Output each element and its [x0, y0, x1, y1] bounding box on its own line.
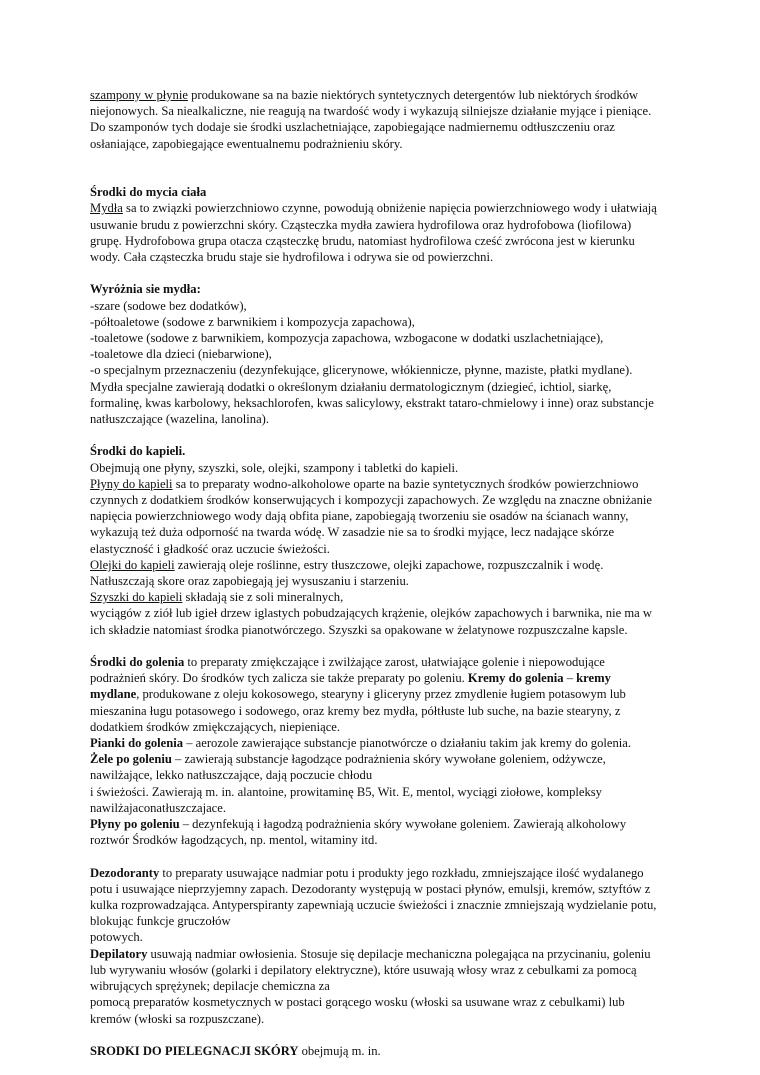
paragraph-line: Mydła sa to związki powierzchniowo czynne, powodują obniżenie napięcia powierzchniowego wody i ułatwiają — [90, 201, 657, 216]
list-item: -toaletowe dla dzieci (niebarwione), — [90, 347, 272, 362]
term-olejki-do-kapieli: Olejki do kapieli — [90, 557, 175, 572]
paragraph-line: wibrujących sprężynek; depilacje chemiczna za — [90, 979, 330, 994]
paragraph-line: Dezodoranty to preparaty usuwające nadmiar potu i produkty jego rozkładu, zmniejszające ilość wydalanego — [90, 865, 644, 880]
paragraph-line: nawilżające, lekko natłuszczające, dają poczucie chłodu — [90, 768, 373, 783]
term-srodki-do-golenia: Środki do golenia — [90, 655, 185, 670]
section-heading: Środki do mycia ciała — [90, 185, 207, 200]
paragraph-line: szampony w płynie produkowane sa na bazie niektórych syntetycznych detergentów lub niektórych środków — [90, 88, 639, 102]
paragraph-line: Płyny po goleniu – dezynfekują i łagodzą podrażnienia skóry wywołane goleniem. Zawierają alkoholowy — [90, 817, 627, 832]
paragraph-line: blokując funkcje gruczołów — [90, 914, 231, 929]
document-page — [90, 87, 680, 1059]
term-plyny-po-goleniu: Płyny po goleniu — [90, 817, 180, 832]
paragraph-line: Pianki do golenia – aerozole zawierające substancje pianotwórcze o działaniu takim jak kremy do golenia. — [90, 736, 632, 751]
term-dezodoranty: Dezodoranty — [90, 865, 160, 880]
term-szampony-w-plynie: szampony w płynie — [90, 88, 188, 102]
section-mycie-ciala — [90, 184, 680, 265]
section-heading: Wyróżnia sie mydła: — [90, 282, 201, 297]
paragraph-line: lub wyrywaniu włosów (golarki i depilatory elektryczne), które usuwają włosy wraz z cebulkami za pomocą — [90, 962, 637, 977]
list-item: -półtoaletowe (sodowe z barwnikiem i kompozycja zapachowa), — [90, 314, 415, 329]
paragraph-line: wykazują też duża odporność na twarda wódę. W zasadzie nie sa to środki myjące, lecz nadające skórze — [90, 525, 615, 540]
paragraph-line: mieszanina ługu potasowego i sodowego, oraz kremy bez mydła, półtłuste lub suche, na bazie stearyny, z — [90, 703, 621, 718]
paragraph-line: wyciągów z ziół lub igieł drzew iglastych pobudzających krążenie, olejków zapachowych i barwnika, nie ma w — [90, 606, 652, 621]
term-kremy-do-golenia: Kremy do golenia — [467, 671, 564, 686]
paragraph-line: kremów (włoski sa rozpuszczane). — [90, 1011, 265, 1026]
paragraph-line: Środki do golenia to preparaty zmiękczające i zwilżające zarost, ułatwiające golenie i niepowodujące — [90, 655, 605, 670]
list-item: -szare (sodowe bez dodatków), — [90, 298, 247, 313]
section-pielegnacja-skory — [90, 1043, 680, 1059]
paragraph-line: ich składzie natomiast środka pianotwórczego. Szyszki sa opakowane w żelatynowe rozpuszczalne kapsle. — [90, 622, 628, 637]
paragraph-line: niejonowych. Sa niealkaliczne, nie reagują na twardość wody i wykazują silniejsze działanie myjące i pieniące. — [90, 104, 652, 119]
term-zele-po-goleniu: Żele po goleniu — [90, 752, 172, 767]
paragraph-line: osłaniające, zapobiegające ewentualnemu podrażnieniu skóry. — [90, 136, 403, 151]
paragraph-line: podrażnień skóry. Do środków tych zalicza sie także preparaty po goleniu. Kremy do golenia – kremy — [90, 671, 611, 686]
paragraph-line: roztwór Środków łagodzących, np. mentol, witaminy itd. — [90, 833, 378, 848]
paragraph-line: czynnych z dodatkiem środków konserwujących i kompozycji zapachowych. Ze względu na znaczne obniżanie — [90, 493, 652, 508]
list-item: -o specjalnym przeznaczeniu (dezynfekujące, glicerynowe, włókiennicze, płynne, maziste, płatki mydlane). — [90, 363, 633, 378]
paragraph-line: Płyny do kapieli sa to preparaty wodno-alkoholowe oparte na bazie syntetycznych środków powierzchniowo — [90, 476, 639, 491]
term-szyszki-do-kapieli: Szyszki do kapieli — [90, 590, 183, 605]
paragraph-line: Do szamponów tych dodaje sie środki uszlachetniające, zapobiegające nadmiernemu odtłuszczeniu oraz — [90, 120, 615, 135]
paragraph-line: kulka rozprowadzająca. Antyperspiranty zapewniają uczucie świeżości i znacznie zmniejszają wydzielanie potu, — [90, 898, 657, 913]
paragraph-line: Depilatory usuwają nadmiar owłosienia. Stosuje się depilacje mechaniczna polegająca na przycinaniu, goleniu — [90, 946, 651, 961]
paragraph-line: Natłuszczają skore oraz zapobiegają jej wysuszaniu i starzeniu. — [90, 574, 409, 589]
paragraph-line: i świeżości. Zawierają m. in. alantoine, prowitaminę B5, Wit. E, mentol, wyciągi ziołowe, kompleksy — [90, 784, 602, 799]
paragraph-line: potu i usuwające nieprzyjemny zapach. Dezodoranty występują w postaci płynów, emulsji, kremów, sztyftów z — [90, 881, 651, 896]
paragraph-line: potowych. — [90, 930, 143, 945]
section-dezodoranty — [90, 865, 680, 1027]
paragraph-line: Mydła specjalne zawierają dodatki o określonym działaniu dermatologicznym (dziegieć, ichtiol, siarkę, — [90, 379, 612, 394]
paragraph-line: Żele po goleniu – zawierają substancje łagodzące podrażnienia skóry wywołane goleniem, odżywcze, — [90, 752, 606, 767]
section-rodzaje-mydel — [90, 281, 680, 427]
list-item: -toaletowe (sodowe z barwnikiem, kompozycja zapachowa, wzbogacone w dodatki uszlachetniające), — [90, 331, 604, 346]
paragraph-line: pomocą preparatów kosmetycznych w postaci gorącego wosku (włoski sa usuwane wraz z cebulkami) lub — [90, 995, 625, 1010]
paragraph-line: grupę. Hydrofobowa grupa otacza cząsteczkę brudu, natomiast hydrofilowa cześć zwrócona jest w kierunku — [90, 233, 635, 248]
term-plyny-do-kapieli: Płyny do kapieli — [90, 476, 173, 491]
paragraph-line: Szyszki do kapieli składają sie z soli mineralnych, — [90, 590, 344, 605]
paragraph-line: mydlane, produkowane z oleju kokosowego, stearyny i gliceryny przez zmydlenie ługiem potasowym lub — [90, 687, 626, 702]
term-srodki-do-pielegnacji: SRODKI DO PIELEGNACJI SKÓRY — [90, 1043, 299, 1058]
paragraph-line: SRODKI DO PIELEGNACJI SKÓRY obejmują m. in. — [90, 1043, 381, 1058]
term-depilatory: Depilatory — [90, 946, 148, 961]
section-golenie — [90, 654, 680, 848]
paragraph-line: usuwanie brudu z powierzchni skóry. Cząsteczka mydła zawiera hydrofilowa oraz hydrofobowa (liofilowa) — [90, 217, 632, 232]
paragraph-line: napięcia powierzchniowego wody dają obfita piane, zapobiegają tworzeniu sie osadów na ścianach wanny, — [90, 509, 629, 524]
section-kapiel — [90, 443, 680, 637]
section-szampony — [90, 87, 680, 152]
section-heading: Środki do kapieli. — [90, 444, 186, 459]
paragraph-line: formalinę, kwas karbolowy, heksachlorofen, kwas salicylowy, ekstrakt tataro-chmielowy i inne) oraz substancje — [90, 395, 654, 410]
paragraph-line: wody. Cała cząsteczka brudu staje sie hydrofilowa i odrywa sie od powierzchni. — [90, 250, 494, 265]
paragraph-line: elastyczność i gładkość oraz uczucie świeżości. — [90, 541, 330, 556]
paragraph-line: dodatkiem środków zmiękczających, niepieniące. — [90, 719, 341, 734]
paragraph-line: nawilżajaconatłuszczajace. — [90, 800, 226, 815]
paragraph-line: Olejki do kapieli zawierają oleje roślinne, estry tłuszczowe, olejki zapachowe, rozpuszczalnik i wodę. — [90, 557, 604, 572]
term-pianki-do-golenia: Pianki do golenia — [90, 736, 184, 751]
paragraph-line: Obejmują one płyny, szyszki, sole, olejki, szampony i tabletki do kapieli. — [90, 460, 459, 475]
term-mydla: Mydła — [90, 201, 123, 216]
paragraph-line: natłuszczające (wazelina, lanolina). — [90, 412, 270, 427]
